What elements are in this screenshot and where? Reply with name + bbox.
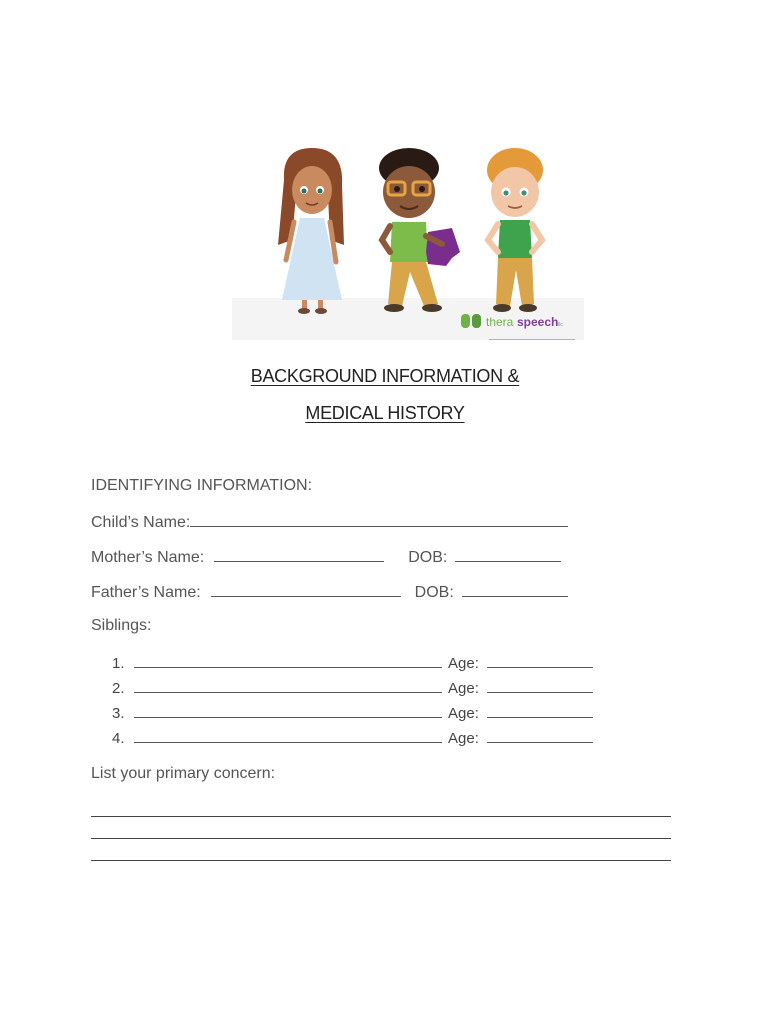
sibling-name-field[interactable] [134,703,442,718]
page-title-line2 [0,403,770,424]
sibling-age-field[interactable] [487,728,593,743]
girl-figure [278,148,344,314]
sibling-number: 2. [112,680,125,697]
children-illustration-svg [232,140,584,340]
concern-line-1[interactable] [91,816,671,817]
sibling-age-label: Age: [448,705,479,722]
children-illustration [232,140,584,340]
sibling-age-label: Age: [448,655,479,672]
sibling-name-field[interactable] [134,678,442,693]
father-name-field[interactable] [211,582,401,597]
theraspeech-logo [461,314,563,329]
logo-leaf-icon [461,314,470,328]
logo-leaf-icon-2 [472,314,481,328]
concern-line-3[interactable] [91,860,671,861]
sibling-age-field[interactable] [487,653,593,668]
sibling-row [112,678,593,697]
logo-suffix-text: llc [558,322,563,328]
sibling-row [112,703,593,722]
sibling-age-label: Age: [448,680,479,697]
child-name-row [91,512,568,532]
sibling-age-field[interactable] [487,678,593,693]
sibling-name-field[interactable] [134,653,442,668]
child-name-field[interactable] [190,512,568,527]
sibling-row [112,653,593,672]
father-dob-label: DOB: [414,584,454,601]
page-title-line1-text: BACKGROUND INFORMATION & [250,366,520,386]
sibling-age-field[interactable] [487,703,593,718]
sibling-number: 1. [112,655,125,672]
sibling-age-label: Age: [448,730,479,747]
page-title-line1 [0,366,770,387]
concern-label: List your primary concern: [91,765,276,782]
mother-dob-label: DOB: [408,549,448,566]
logo-thera-text: thera [486,315,514,329]
mother-name-row [91,547,561,567]
mother-name-label: Mother’s Name: [91,549,205,566]
father-dob-field[interactable] [462,582,568,597]
logo-underline [489,339,575,340]
sibling-number: 3. [112,705,125,722]
logo-speech-text: speech [517,315,559,329]
mother-name-field[interactable] [214,547,384,562]
child-name-label: Child’s Name: [91,514,191,531]
sibling-number: 4. [112,730,125,747]
father-name-label: Father’s Name: [91,584,201,601]
page-title-line2-text: MEDICAL HISTORY [305,403,465,423]
identifying-heading: IDENTIFYING INFORMATION: [91,477,313,494]
father-name-row [91,582,568,602]
mother-dob-field[interactable] [455,547,561,562]
sibling-row [112,728,593,747]
concern-line-2[interactable] [91,838,671,839]
sibling-name-field[interactable] [134,728,442,743]
siblings-label: Siblings: [91,617,152,634]
